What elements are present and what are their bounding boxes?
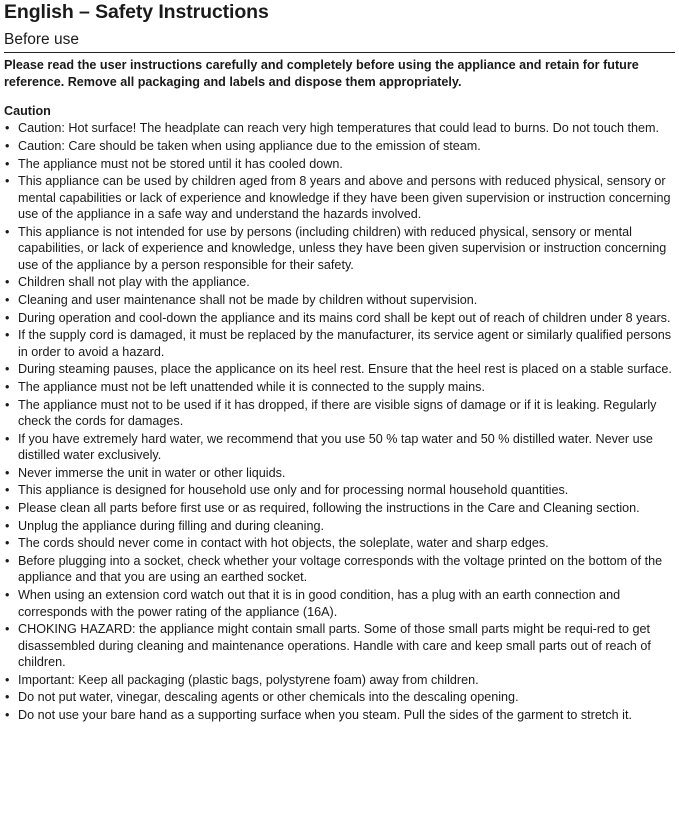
list-item-text: This appliance can be used by children aged from 8 years and above and persons with reduced physical, sensory or mental capabilities or lack of experience and knowledge if they have been given supervision or instruction concerning use of the appliance in a safe way and understand the hazards involved. [18, 174, 671, 222]
bullet-icon: • [5, 554, 10, 569]
list-item [4, 379, 675, 395]
caution-heading: Caution [4, 104, 51, 119]
list-item-text: Please clean all parts before first use or as required, following the instructions in the Care and Cleaning section. [18, 501, 640, 516]
list-item-text: Children shall not play with the appliance. [18, 275, 250, 290]
bullet-icon: • [5, 275, 10, 290]
list-item [4, 431, 675, 464]
bullet-icon: • [5, 536, 10, 551]
caution-list [4, 120, 675, 723]
list-item-text: Do not put water, vinegar, descaling agents or other chemicals into the descaling opening. [18, 690, 519, 705]
bullet-icon: • [5, 139, 10, 154]
list-item [4, 518, 675, 534]
intro-paragraph: Please read the user instructions carefully and completely before using the appliance and retain for future reference. Remove all packaging and labels and dispose them appropriately. [4, 58, 639, 89]
bullet-icon: • [5, 501, 10, 516]
list-item-text: Important: Keep all packaging (plastic bags, polystyrene foam) away from children. [18, 672, 479, 687]
list-item [4, 224, 675, 273]
list-item [4, 553, 675, 586]
list-item [4, 138, 675, 154]
bullet-icon: • [5, 310, 10, 325]
bullet-icon: • [5, 121, 10, 136]
bullet-icon: • [5, 174, 10, 189]
list-item [4, 707, 675, 723]
list-item-text: This appliance is designed for household use only and for processing normal household quantities. [18, 483, 569, 498]
list-item [4, 361, 675, 377]
section-title: Before use [4, 31, 675, 53]
bullet-icon: • [5, 707, 10, 722]
bullet-icon: • [5, 483, 10, 498]
list-item-text: This appliance is not intended for use by persons (including children) with reduced physical, sensory or mental capabilities, or lack of experience and knowledge, unless they have been given supervision or instruction concerning use of the appliance by a person responsible for their safety. [18, 224, 667, 272]
list-item [4, 120, 675, 136]
list-item [4, 621, 675, 670]
bullet-icon: • [5, 672, 10, 687]
bullet-icon: • [5, 156, 10, 171]
list-item [4, 274, 675, 290]
list-item-text: Never immerse the unit in water or other liquids. [18, 465, 286, 480]
list-item-text: During operation and cool-down the appliance and its mains cord shall be kept out of reach of children under 8 years. [18, 310, 671, 325]
list-item [4, 500, 675, 516]
list-item-text: CHOKING HAZARD: the appliance might contain small parts. Some of those small parts might be requi-red to get disassembled during cleaning and maintenance operations. Handle with care and keep small parts out of reach of children. [18, 622, 651, 669]
bullet-icon: • [5, 431, 10, 446]
list-item-text: The appliance must not be left unattended while it is connected to the supply mains. [18, 380, 485, 394]
list-item-text: Before plugging into a socket, check whether your voltage corresponds with the voltage printed on the bottom of the appliance and that you are using an earthed socket. [18, 554, 663, 585]
list-item [4, 292, 675, 308]
bullet-icon: • [5, 328, 10, 343]
list-item [4, 672, 675, 688]
list-item [4, 173, 675, 222]
bullet-icon: • [5, 588, 10, 603]
bullet-icon: • [5, 224, 10, 239]
document-title: English – Safety Instructions [4, 1, 269, 23]
list-item [4, 327, 675, 360]
bullet-icon: • [5, 292, 10, 307]
bullet-icon: • [5, 690, 10, 705]
bullet-icon: • [5, 380, 10, 394]
list-item-text: The appliance must not to be used if it has dropped, if there are visible signs of damage or if it is leaking. Regularly check the cords for damages. [18, 397, 657, 429]
list-item [4, 465, 675, 481]
list-item-text: The appliance must not be stored until it has cooled down. [18, 156, 343, 171]
list-item [4, 587, 675, 620]
list-item [4, 535, 675, 551]
bullet-icon: • [5, 465, 10, 480]
list-item-text: During steaming pauses, place the applicance on its heel rest. Ensure that the heel rest is placed on a stable surface. [18, 362, 672, 377]
list-item [4, 310, 675, 326]
bullet-icon: • [5, 518, 10, 533]
bullet-icon: • [5, 362, 10, 377]
list-item-text: If the supply cord is damaged, it must be replaced by the manufacturer, its service agent or similarly qualified persons in order to avoid a hazard. [18, 328, 672, 359]
list-item-text: If you have extremely hard water, we recommend that you use 50 % tap water and 50 % distilled water. Never use distilled water exclusively. [18, 431, 653, 463]
list-item-text: Cleaning and user maintenance shall not be made by children without supervision. [18, 292, 478, 307]
list-item [4, 482, 675, 498]
bullet-icon: • [5, 622, 10, 637]
list-item-text: Do not use your bare hand as a supporting surface when you steam. Pull the sides of the garment to stretch it. [18, 707, 632, 722]
bullet-icon: • [5, 397, 10, 412]
list-item-text: When using an extension cord watch out that it is in good condition, has a plug with an earth connection and corresponds with the power rating of the appliance (16A). [18, 588, 621, 619]
list-item-text: Unplug the appliance during filling and during cleaning. [18, 518, 324, 533]
list-item [4, 156, 675, 172]
list-item-text: Caution: Hot surface! The headplate can reach very high temperatures that could lead to burns. Do not touch them. [18, 121, 660, 136]
list-item-text: The cords should never come in contact with hot objects, the soleplate, water and sharp edges. [18, 536, 549, 551]
list-item [4, 689, 675, 705]
list-item-text: Caution: Care should be taken when using appliance due to the emission of steam. [18, 139, 481, 154]
list-item [4, 397, 675, 430]
